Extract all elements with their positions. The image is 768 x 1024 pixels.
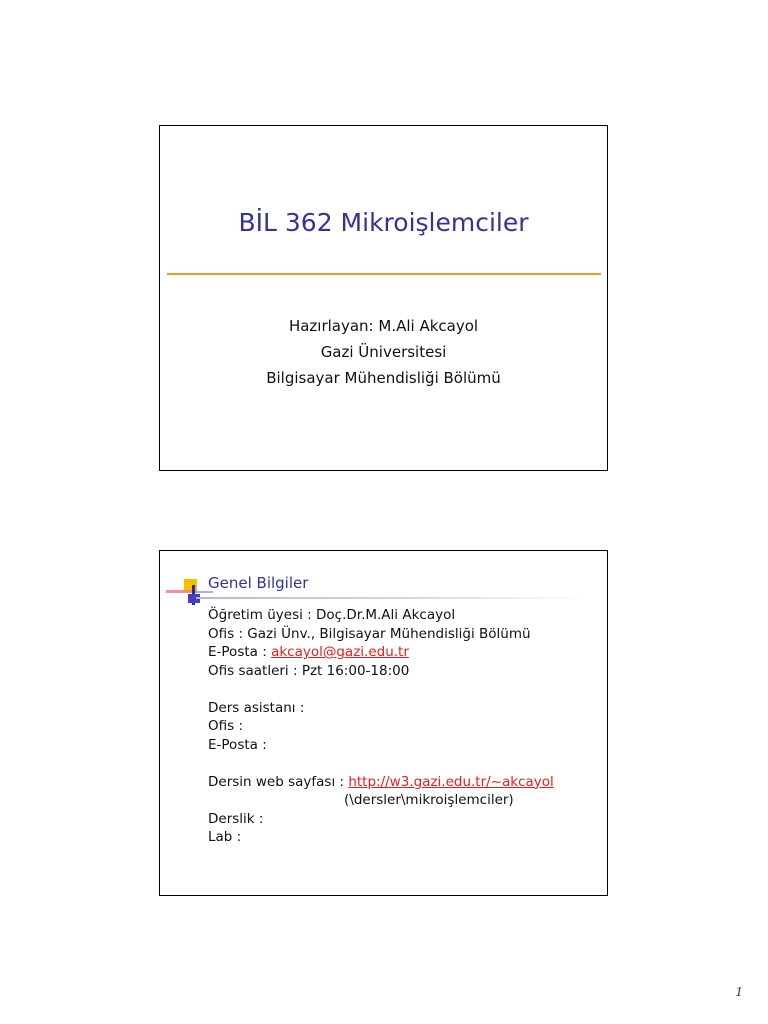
author-line: Hazırlayan: M.Ali Akcayol: [288, 317, 479, 335]
web-label: Dersin web sayfası :: [208, 773, 349, 790]
slide-decoration-icon: [166, 577, 214, 607]
title-slide: [159, 125, 608, 471]
page-number: 1: [735, 985, 743, 999]
web-path-line: (\dersler\mikroişlemciler): [344, 792, 514, 808]
title-divider: [196, 597, 586, 599]
slide-body: [208, 606, 554, 847]
instructor-line: Öğretim üyesi : Doç.Dr.M.Ali Akcayol: [208, 607, 456, 623]
office-hours-line: Ofis saatleri : Pzt 16:00-18:00: [208, 662, 410, 679]
department-line: Bilgisayar Mühendisliği Bölümü: [266, 369, 501, 387]
email-label: E-Posta :: [208, 644, 272, 660]
slide-subtitle: [160, 313, 607, 391]
assistant-line: Ders asistanı :: [208, 699, 305, 716]
assistant-email-line: E-Posta :: [208, 736, 267, 753]
title-divider: [167, 273, 601, 275]
university-line: Gazi Üniversitesi: [320, 343, 447, 361]
assistant-office-line: Ofis :: [208, 718, 244, 734]
slide-title: Genel Bilgiler: [208, 574, 309, 592]
info-slide: [159, 550, 608, 896]
email-line: [208, 643, 554, 662]
office-line: Ofis : Gazi Ünv., Bilgisayar Mühendisliği Bölümü: [208, 625, 531, 642]
slide-title: BİL 362 Mikroişlemciler: [238, 208, 529, 237]
web-line: [208, 773, 554, 792]
web-link[interactable]: http://w3.gazi.edu.tr/~akcayol: [348, 773, 554, 790]
email-link[interactable]: akcayol@gazi.edu.tr: [271, 644, 409, 660]
lab-line: Lab :: [208, 829, 242, 845]
classroom-line: Derslik :: [208, 810, 264, 827]
